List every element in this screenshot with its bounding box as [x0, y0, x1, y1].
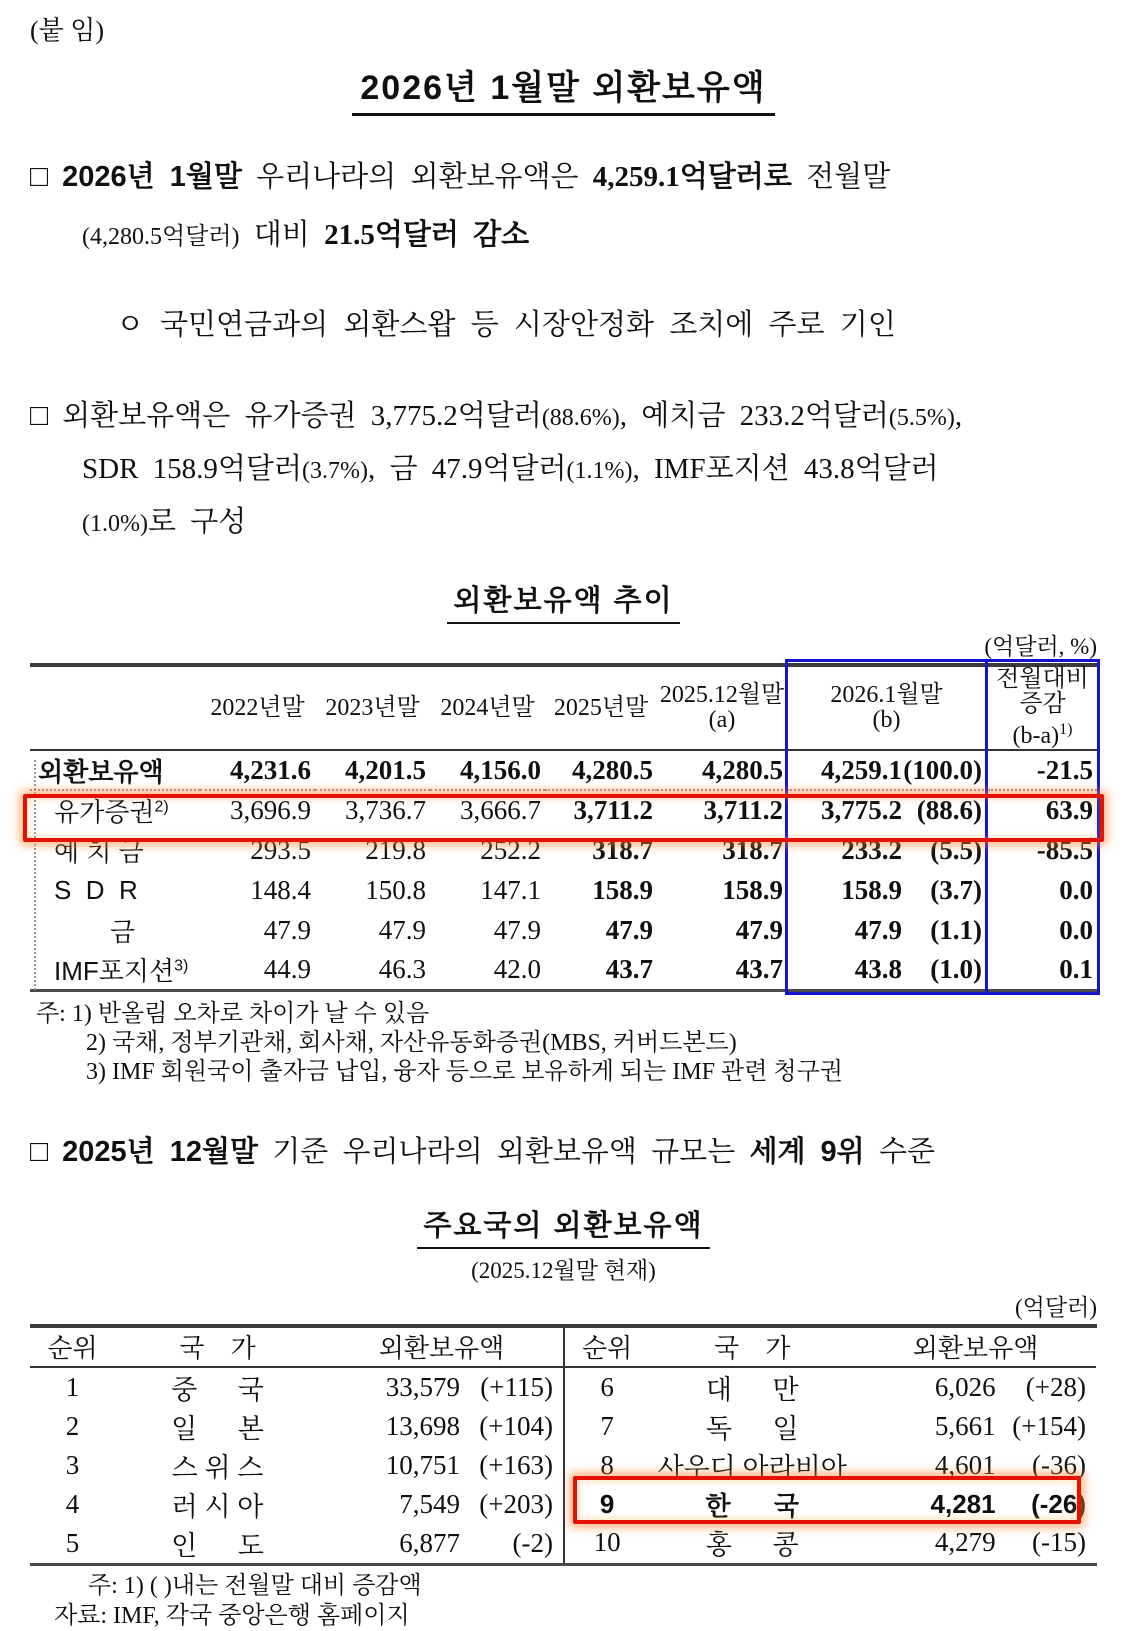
table-row-imf-position [30, 950, 1097, 990]
cell: 4,156.0 [430, 750, 545, 790]
header-reserves: 외환보유액 [855, 1328, 1096, 1367]
cell: 47.9 [735, 914, 783, 945]
summary-line-2 [30, 206, 1097, 266]
cell: 44.9 [263, 953, 311, 984]
table-row-sdr [30, 870, 1097, 910]
country-row-japan [30, 1407, 563, 1446]
summary-paragraph [30, 148, 1097, 266]
change-cell: (-36) [1032, 1449, 1086, 1480]
row-label: 외환보유액 [30, 750, 200, 790]
header-line: (a) [708, 707, 736, 733]
cell: 4,231.6 [200, 750, 315, 790]
country-cell: 대 만 [705, 1374, 799, 1405]
table-row-securities [30, 790, 1097, 830]
country-table-right-half [563, 1328, 1096, 1563]
header-line: $(b-a)^{1)}$ [1012, 721, 1073, 749]
header-country: 국 가 [649, 1328, 855, 1367]
trend-table-footnotes [30, 1000, 1097, 1087]
world-rank-paragraph [30, 1129, 1097, 1175]
square-bullet-icon: □ [30, 1134, 49, 1168]
cell: 147.1 [480, 874, 541, 905]
cell: 318.7 [592, 834, 653, 865]
cell: 0.0 [987, 910, 1097, 950]
footnote: 주: 1) 반올림 오차로 차이가 날 수 있음 [36, 1000, 430, 1027]
cell: 293.5 [250, 834, 311, 865]
source-note: 자료: IMF, 각국 중앙은행 홈페이지 [54, 1602, 410, 1629]
cell: 47.9 [605, 914, 653, 945]
header-reserves: 외환보유액 [320, 1328, 563, 1367]
composition-line-2 [30, 444, 1097, 497]
header-line: (b) [872, 707, 901, 733]
header-line: 2026.1월말 [830, 682, 943, 708]
header-2022: 2022년말 [200, 665, 315, 750]
change-cell: (+104) [479, 1410, 553, 1441]
header-rank: 순위 [30, 1328, 115, 1367]
header-mom-change [987, 665, 1097, 750]
country-row-germany [564, 1407, 1096, 1446]
summary-line-1 [30, 148, 1097, 206]
value-cell: 6,877 [399, 1527, 460, 1558]
header-2023: 2023년말 [315, 665, 430, 750]
pct-paren: (5.5%) [888, 405, 955, 431]
cell: 47.9 [378, 914, 426, 945]
footnote: 2) 국채, 정부기관채, 회사채, 자산유동화증권(MBS, 커버드본드) [86, 1029, 737, 1056]
header-2025: 2025년말 [545, 665, 657, 750]
row-label: S D R [54, 874, 138, 905]
table-row-deposits [30, 830, 1097, 870]
fx-reserves-trend-table [30, 663, 1097, 992]
table-header-row [30, 1328, 563, 1367]
country-cell: 러 시 아 [171, 1491, 264, 1522]
cell: 63.9 [987, 790, 1097, 830]
change-bold: 21.5억달러 감소 [324, 219, 530, 251]
change-cell: (-2) [512, 1527, 553, 1558]
cell: 47.9 (1.1) [854, 914, 982, 945]
composition-line-3 [30, 497, 1097, 550]
cell: 148.4 [250, 874, 311, 905]
row-label: 금 [110, 916, 136, 947]
country-cell: 한 국 [705, 1490, 799, 1521]
change-cell: (+115) [480, 1371, 553, 1402]
cell: 3,775.2 (88.6) [821, 795, 982, 825]
text-run: , [954, 400, 963, 432]
header-empty [30, 665, 200, 750]
text-run: 외환보유액은 유가증권 3,775.2억달러 [62, 400, 542, 432]
country-table-subtitle: (2025.12월말 현재) [471, 1257, 656, 1283]
rank-cell: 4 [65, 1488, 80, 1519]
value-cell: 6,026 [934, 1371, 996, 1402]
cell: -21.5 [987, 750, 1097, 790]
rank-cell: 2 [65, 1410, 80, 1441]
text-run: 전월말 [806, 161, 891, 193]
cell: -85.5 [987, 830, 1097, 870]
trend-table-title-row [30, 578, 1097, 624]
period-bold: 2025년 12월말 [62, 1135, 258, 1168]
change-cell: (+203) [479, 1488, 553, 1519]
cell: 3,711.2 [703, 795, 783, 825]
change-cell: (+28) [1025, 1371, 1086, 1402]
cause-sub-bullet [30, 304, 1097, 346]
rank-cell: 7 [600, 1410, 614, 1441]
rank-cell: 5 [65, 1527, 80, 1558]
country-cell: 스 위 스 [171, 1452, 264, 1483]
pct-paren: (3.7%) [301, 458, 368, 484]
change-cell: (+154) [1012, 1410, 1086, 1441]
title-row [30, 60, 1097, 116]
country-row-hong-kong [564, 1523, 1096, 1562]
amount-bold: 4,259.1억달러로 [592, 161, 792, 193]
cell: 0.0 [987, 870, 1097, 910]
cell: 150.8 [365, 874, 426, 905]
country-cell: 독 일 [705, 1413, 799, 1444]
header-line: 2025.12월말 [659, 682, 785, 708]
trend-table-title: 외환보유액 추이 [447, 578, 679, 624]
cell: 3,666.7 [460, 795, 541, 825]
cell: 4,259.1 (100.0) [787, 750, 987, 790]
table-row-total [30, 750, 1097, 790]
header-2025-12-a [657, 665, 787, 750]
country-row-korea-highlighted [564, 1485, 1096, 1523]
country-row-russia [30, 1485, 563, 1524]
country-row-switzerland [30, 1446, 563, 1485]
header-country: 국 가 [115, 1328, 320, 1367]
value-cell: 33,579 [385, 1371, 460, 1402]
cell: 4,280.5 [545, 750, 657, 790]
rank-cell: 10 [593, 1527, 621, 1558]
cause-text: 국민연금과의 외환스왑 등 시장안정화 조치에 주로 기인 [160, 309, 896, 341]
header-line: 전월대비 증감 [996, 666, 1089, 717]
table-header-row [564, 1328, 1096, 1367]
pct-paren: (1.0%) [82, 511, 148, 537]
country-table-title-row [30, 1203, 1097, 1249]
text-run: 로 구성 [147, 506, 247, 538]
country-row-saudi-arabia [564, 1446, 1096, 1485]
country-cell: 인 도 [171, 1530, 264, 1561]
rank-cell: 3 [65, 1449, 80, 1480]
cell: 158.9 (3.7) [841, 874, 982, 905]
rank-cell: 8 [600, 1449, 614, 1480]
text-run: , IMF포지션 43.8억달러 [632, 453, 939, 485]
header-rank: 순위 [564, 1328, 649, 1367]
footnote: 3) IMF 회원국이 출자금 납입, 융자 등으로 보유하게 되는 IMF 관련 청구권 [86, 1058, 843, 1085]
text-run: , 금 47.9억달러 [367, 453, 567, 485]
change-cell: (-26) [1031, 1488, 1086, 1519]
cell: 42.0 [493, 953, 541, 984]
country-cell: 사우디 아라비아 [657, 1452, 847, 1483]
major-countries-table [30, 1324, 1097, 1566]
attachment-label: (붙 임) [30, 16, 105, 45]
cell: 233.2 (5.5) [841, 834, 982, 865]
composition-paragraph [30, 390, 1097, 550]
cell: 0.1 [987, 950, 1097, 990]
rank-bold: 세계 9위 [749, 1135, 865, 1168]
text-run: 수준 [878, 1135, 935, 1168]
cell: 318.7 [722, 834, 783, 865]
country-row-india [30, 1524, 563, 1563]
rank-cell: 9 [599, 1488, 615, 1519]
pct-paren: (1.1%) [566, 458, 633, 484]
table-header-row [30, 665, 1097, 750]
footnote: 주: 1) ( )내는 전월말 대비 증감액 [88, 1572, 422, 1599]
country-table-footnotes [30, 1571, 1097, 1631]
value-cell: 5,661 [934, 1410, 996, 1441]
header-2024: 2024년말 [430, 665, 545, 750]
cell: 3,736.7 [345, 795, 426, 825]
cell: 3,696.9 [230, 795, 311, 825]
text-run: SDR 158.9억달러 [82, 453, 302, 485]
country-cell: 중 국 [171, 1374, 264, 1405]
trend-table-unit: (억달러, %) [984, 634, 1097, 659]
cell: 47.9 [263, 914, 311, 945]
cell: 4,201.5 [315, 750, 430, 790]
cell: 3,711.2 [573, 795, 653, 825]
cell: 47.9 [493, 914, 541, 945]
cell: 43.7 [605, 953, 653, 984]
country-table-unit: (억달러) [1015, 1294, 1097, 1320]
cell: 219.8 [365, 834, 426, 865]
pct-paren: (88.6%) [541, 405, 620, 431]
cell: 4,280.5 [657, 750, 787, 790]
rank-cell: 1 [65, 1371, 80, 1402]
composition-line-1 [30, 390, 1097, 444]
page-title: 2026년 1월말 외환보유액 [352, 60, 774, 116]
header-2026-1-b [787, 665, 987, 750]
value-cell: 13,698 [385, 1410, 460, 1441]
country-table-title: 주요국의 외환보유액 [417, 1203, 709, 1249]
cell: 252.2 [480, 834, 541, 865]
country-row-china [30, 1367, 563, 1407]
row-label: 유가증권$^{2)}$ [54, 797, 169, 827]
value-cell: 4,279 [934, 1527, 996, 1558]
cell: 43.8 (1.0) [854, 953, 982, 984]
text-run: 우리나라의 외환보유액은 [256, 161, 579, 193]
value-cell: 7,549 [399, 1488, 460, 1519]
value-cell: 4,601 [934, 1449, 996, 1480]
previous-amount-paren: (4,280.5억달러) [82, 224, 240, 250]
country-table-left-half [30, 1328, 563, 1563]
cell: 46.3 [378, 953, 426, 984]
circle-bullet-icon: ㅇ [116, 309, 145, 341]
cell: 43.7 [735, 953, 783, 984]
rank-cell: 6 [600, 1371, 614, 1402]
country-cell: 홍 콩 [705, 1530, 799, 1561]
table-row-gold [30, 910, 1097, 950]
value-cell: 10,751 [385, 1449, 460, 1480]
text-run: , 예치금 233.2억달러 [619, 400, 889, 432]
country-cell: 일 본 [171, 1413, 264, 1444]
change-cell: (-15) [1032, 1527, 1086, 1558]
cell: 158.9 [592, 874, 653, 905]
cell: 158.9 [722, 874, 783, 905]
country-row-taiwan [564, 1367, 1096, 1407]
row-label: IMF포지션$^{3)}$ [54, 955, 189, 986]
value-cell: 4,281 [930, 1488, 996, 1519]
text-run: 대비 [253, 219, 310, 251]
row-label: 예 치 금 [54, 836, 144, 867]
square-bullet-icon: □ [30, 160, 49, 193]
period-bold: 2026년 1월말 [62, 161, 242, 193]
square-bullet-icon: □ [30, 399, 49, 432]
change-cell: (+163) [479, 1449, 553, 1480]
text-run: 기준 우리나라의 외환보유액 규모는 [272, 1135, 736, 1168]
